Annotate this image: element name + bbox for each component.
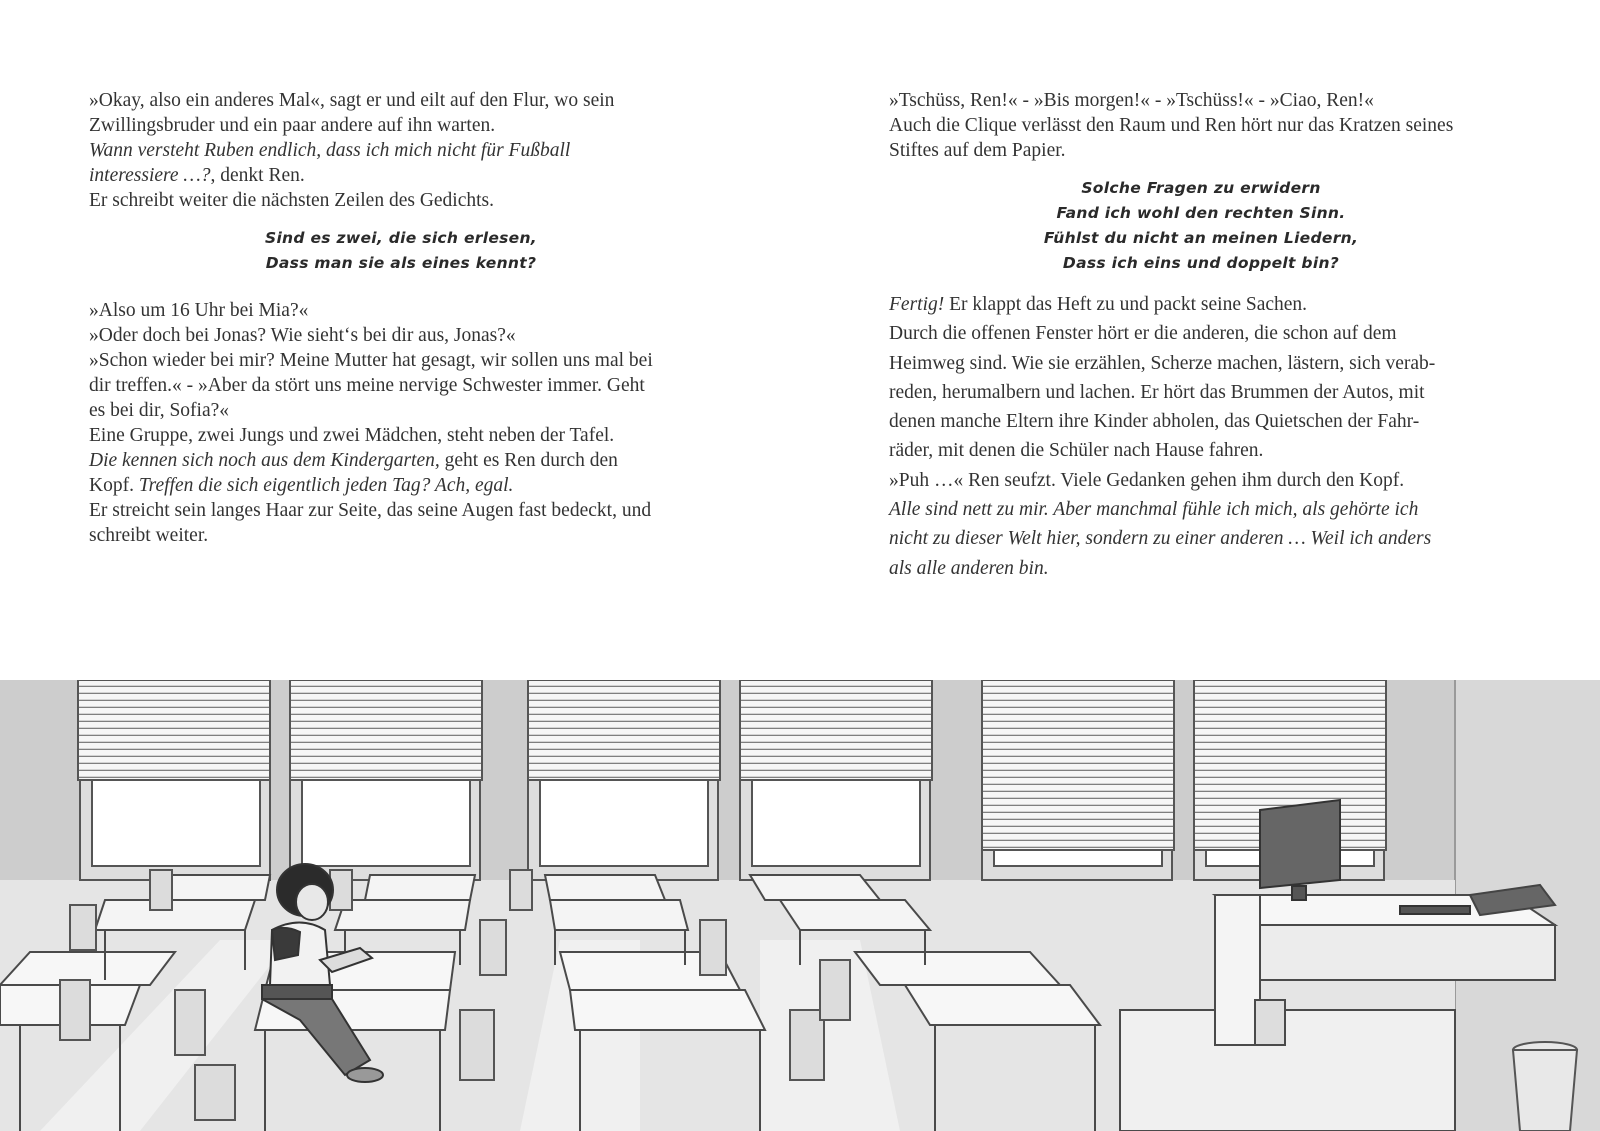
dialogue-line: es bei dir, Sofia?« [89,400,230,421]
text-line: denen manche Eltern ihre Kinder abholen, das Quietschen der Fahr- [889,411,1420,433]
right-page-text [889,88,1529,583]
poem-line: Dass man sie als eines kennt? [265,254,537,272]
poem-line: Fühlst du nicht an meinen Liedern, [1043,229,1359,247]
text-line: räder, mit denen die Schüler nach Hause fahren. [889,440,1264,462]
text-line: Zwillingsbruder und ein paar andere auf ihn warten. [89,115,496,136]
thought-line [89,473,729,498]
thought-line: als alle anderen bin. [889,557,1049,579]
window [78,680,270,880]
window [982,680,1174,880]
dialogue-line: »Tschüss, Ren!« - »Bis morgen!« - »Tschüss!« - »Ciao, Ren!« [889,90,1374,111]
text-line: »Puh …« Ren seufzt. Viele Gedanken gehen ihm durch den Kopf. [889,469,1405,491]
text-line: Er schreibt weiter die nächsten Zeilen des Gedichts. [89,190,495,211]
text-line: Stiftes auf dem Papier. [889,140,1066,161]
poem-line: Fand ich wohl den rechten Sinn. [1056,204,1346,222]
narration-text: geht es Ren durch den [439,450,618,471]
text-line [889,290,1529,319]
thought-text: Fertig! [889,294,945,315]
thought-line: Wann versteht Ruben endlich, dass ich mich nicht für Fußball [89,140,571,161]
narration-text: Kopf. [89,475,139,496]
dialogue-line: »Schon wieder bei mir? Meine Mutter hat gesagt, wir sollen uns mal bei [89,350,653,371]
thought-line: nicht zu dieser Welt hier, sondern zu einer anderen … Weil ich anders [889,528,1432,550]
classroom-illustration [0,680,1600,1131]
left-page-text [89,88,729,548]
thought-text: Die kennen sich noch aus dem Kindergarten, [89,450,440,471]
right-body [889,290,1529,583]
dialogue-line: dir treffen.« - »Aber da stört uns meine nervige Schwester immer. Geht [89,375,645,396]
narration-text: Er klappt das Heft zu und packt seine Sachen. [944,294,1308,315]
text-line: Heimweg sind. Wie sie erzählen, Scherze machen, lästern, sich verab- [889,352,1436,374]
poem-line: Solche Fragen zu erwidern [1081,179,1321,197]
dialogue-line: »Also um 16 Uhr bei Mia?« [89,300,309,321]
thought-line [89,448,729,473]
thought-line [89,163,729,188]
poem-line: Sind es zwei, die sich erlesen, [264,229,537,247]
narration-text: , denkt Ren. [210,165,305,186]
text-line: reden, herumalbern und lachen. Er hört das Brummen der Autos, mit [889,381,1425,403]
text-line: »Okay, also ein anderes Mal«, sagt er und eilt auf den Flur, wo sein [89,90,615,111]
window [528,680,720,880]
dialogue-line: »Oder doch bei Jonas? Wie sieht‘s bei dir aus, Jonas?« [89,325,516,346]
window [290,680,482,880]
text-line: Er streicht sein langes Haar zur Seite, das seine Augen fast bedeckt, und [89,500,652,521]
thought-text: interessiere …? [89,165,211,186]
poem-verse [889,176,1513,276]
poem-verse [89,226,713,276]
text-line: Auch die Clique verlässt den Raum und Ren hört nur das Kratzen seines [889,115,1454,136]
poem-line: Dass ich eins und doppelt bin? [1062,254,1340,272]
text-line: Durch die offenen Fenster hört er die anderen, die schon auf dem [889,323,1397,345]
wastebasket-icon [1513,1042,1577,1131]
text-line: Eine Gruppe, zwei Jungs und zwei Mädchen, steht neben der Tafel. [89,425,615,446]
thought-text: Treffen die sich eigentlich jeden Tag? Ach, egal. [138,475,514,496]
window [740,680,932,880]
thought-line: Alle sind nett zu mir. Aber manchmal fühle ich mich, als gehörte ich [889,499,1419,521]
text-line: schreibt weiter. [89,525,209,546]
